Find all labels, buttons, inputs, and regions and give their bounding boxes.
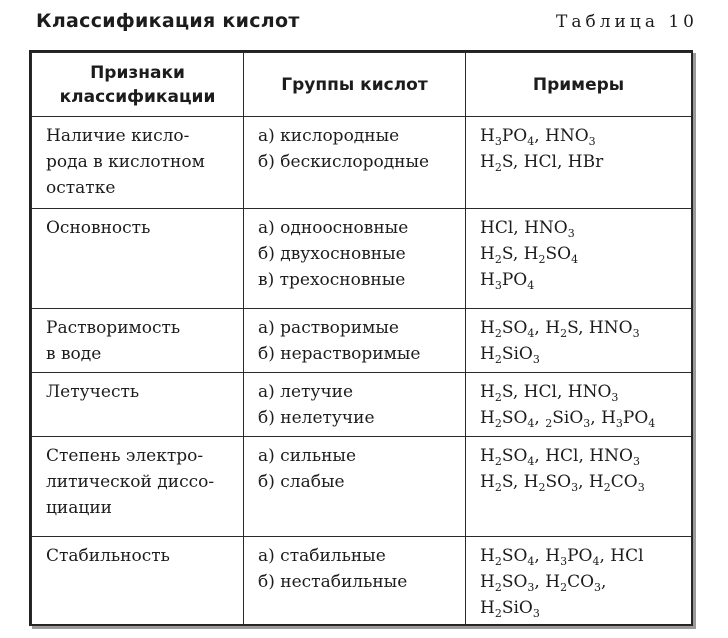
- group-text: а) кислородные: [258, 126, 400, 146]
- formula-text: , HCl: [599, 546, 644, 566]
- group-text: а) одноосновные: [258, 218, 409, 238]
- formula-subscript: 4: [592, 555, 600, 568]
- formula-subscript: 4: [571, 253, 579, 266]
- column-header-examples: [466, 53, 692, 117]
- examples-cell: [466, 209, 692, 309]
- formula-subscript: 3: [560, 555, 568, 568]
- formula-text: H: [480, 344, 495, 364]
- formula-subscript: 3: [532, 353, 540, 366]
- group-text: а) стабильные: [258, 546, 386, 566]
- formula-subscript: 3: [588, 135, 596, 148]
- formula-text: H: [480, 382, 495, 402]
- formula-text: SO: [501, 546, 528, 566]
- formula-text: CO: [610, 472, 638, 492]
- formula-subscript: 2: [538, 253, 546, 266]
- feature-text: Основность: [46, 218, 151, 238]
- formula-text: SO: [545, 472, 572, 492]
- examples-cell: [466, 537, 692, 626]
- group-text: б) нелетучие: [258, 408, 375, 428]
- formula-subscript: 2: [494, 161, 502, 174]
- formula-text: SO: [545, 244, 572, 264]
- formula-subscript: 2: [494, 455, 502, 468]
- table-row: [32, 117, 692, 209]
- formula-subscript: 2: [494, 417, 502, 430]
- group-text: в) трехосновные: [258, 270, 406, 290]
- feature-cell: [32, 117, 244, 209]
- formula-subscript: 4: [648, 417, 656, 430]
- group-text: а) сильные: [258, 446, 356, 466]
- formula-text: PO: [567, 546, 593, 566]
- column-header-text: Признаки классификации: [59, 62, 216, 107]
- formula-text: , HCl, HNO: [534, 446, 633, 466]
- formula-text: SiO: [501, 598, 533, 618]
- formula-subscript: 4: [527, 555, 535, 568]
- group-cell: [244, 209, 466, 309]
- formula-subscript: 3: [583, 417, 591, 430]
- formula-text: , H: [534, 318, 561, 338]
- formula-text: H: [480, 126, 495, 146]
- formula-subscript: 2: [494, 607, 502, 620]
- column-header-text: Группы кислот: [281, 74, 428, 95]
- feature-text: Летучесть: [46, 382, 140, 402]
- formula-text: S, H: [501, 244, 539, 264]
- formula-text: , H: [590, 408, 616, 428]
- formula-subscript: 2: [494, 327, 502, 340]
- formula-text: H: [480, 318, 495, 338]
- formula-line: [480, 569, 681, 595]
- formula-text: SO: [501, 408, 528, 428]
- column-header-text: Примеры: [532, 74, 625, 95]
- formula-line: [480, 149, 681, 175]
- formula-line: [480, 405, 681, 431]
- formula-subscript: 2: [494, 555, 502, 568]
- formula-text: H: [480, 152, 495, 172]
- group-text: а) растворимые: [258, 318, 399, 338]
- formula-text: , H: [534, 546, 561, 566]
- feature-cell: [32, 209, 244, 309]
- formula-text: SO: [501, 446, 528, 466]
- formula-text: SiO: [501, 344, 533, 364]
- formula-subscript: 3: [567, 227, 575, 240]
- formula-subscript: 4: [527, 135, 535, 148]
- table-row: [32, 437, 692, 537]
- formula-subscript: 4: [527, 279, 535, 292]
- formula-text: , H: [578, 472, 604, 492]
- formula-subscript: 4: [527, 455, 535, 468]
- feature-text: Наличие кисло-: [46, 126, 190, 146]
- page-title: Классификация кислот: [36, 10, 300, 32]
- formula-text: SiO: [552, 408, 584, 428]
- examples-cell: [466, 373, 692, 437]
- formula-line: [480, 241, 681, 267]
- feature-cell: [32, 537, 244, 626]
- group-cell: [244, 373, 466, 437]
- formula-subscript: 4: [527, 417, 535, 430]
- formula-subscript: 3: [494, 135, 502, 148]
- formula-subscript: 3: [527, 581, 535, 594]
- formula-line: [480, 341, 681, 367]
- group-cell: [244, 537, 466, 626]
- feature-cell: [32, 437, 244, 537]
- group-cell: [244, 437, 466, 537]
- formula-text: PO: [622, 408, 649, 428]
- feature-text: рода в кислотном: [46, 152, 205, 172]
- table-header-row: [32, 53, 692, 117]
- formula-text: H: [480, 244, 495, 264]
- formula-text: H: [480, 408, 495, 428]
- formula-subscript: 3: [532, 607, 540, 620]
- feature-text: Стабильность: [46, 546, 170, 566]
- formula-line: [480, 267, 681, 293]
- group-cell: [244, 117, 466, 209]
- group-text: б) бескислородные: [258, 152, 430, 172]
- formula-subscript: 2: [494, 253, 502, 266]
- formula-subscript: 3: [637, 481, 645, 494]
- formula-text: H: [480, 446, 495, 466]
- group-text: а) летучие: [258, 382, 354, 402]
- table-row: [32, 309, 692, 373]
- feature-text: в воде: [46, 344, 102, 364]
- formula-line: [480, 379, 681, 405]
- formula-subscript: 3: [494, 279, 502, 292]
- formula-line: [480, 543, 681, 569]
- table-row: [32, 209, 692, 309]
- formula-subscript: 2: [494, 391, 502, 404]
- formula-subscript: 2: [545, 417, 553, 430]
- formula-subscript: 2: [560, 581, 568, 594]
- table-row: [32, 537, 692, 626]
- formula-text: S, HCl, HBr: [501, 152, 604, 172]
- formula-text: CO: [567, 572, 595, 592]
- formula-line: [480, 215, 681, 241]
- formula-text: H: [480, 472, 495, 492]
- column-header-features: [32, 53, 244, 117]
- formula-subscript: 3: [571, 481, 579, 494]
- formula-text: H: [480, 598, 495, 618]
- table-number-label: Таблица 10: [556, 12, 698, 32]
- formula-text: H: [480, 572, 495, 592]
- formula-text: H: [480, 270, 495, 290]
- formula-text: , HNO: [534, 126, 589, 146]
- formula-text: HCl, HNO: [480, 218, 568, 238]
- formula-subscript: 4: [527, 327, 535, 340]
- formula-subscript: 3: [632, 455, 640, 468]
- feature-text: Растворимость: [46, 318, 181, 338]
- formula-text: PO: [501, 126, 528, 146]
- formula-line: [480, 315, 681, 341]
- formula-subscript: 2: [494, 353, 502, 366]
- formula-line: [480, 443, 681, 469]
- formula-text: H: [480, 546, 495, 566]
- examples-cell: [466, 117, 692, 209]
- examples-cell: [466, 309, 692, 373]
- formula-text: SO: [501, 572, 528, 592]
- feature-cell: [32, 309, 244, 373]
- formula-subscript: 2: [603, 481, 611, 494]
- group-text: б) нестабильные: [258, 572, 408, 592]
- formula-subscript: 2: [560, 327, 568, 340]
- formula-line: [480, 123, 681, 149]
- formula-text: S, H: [501, 472, 539, 492]
- table-row: [32, 373, 692, 437]
- group-text: б) двухосновные: [258, 244, 406, 264]
- formula-subscript: 3: [632, 327, 640, 340]
- formula-text: ,: [534, 408, 546, 428]
- feature-text: остатке: [46, 178, 116, 198]
- formula-line: [480, 469, 681, 495]
- feature-text: циации: [46, 498, 112, 518]
- formula-subscript: 2: [494, 481, 502, 494]
- column-header-groups: [244, 53, 466, 117]
- group-cell: [244, 309, 466, 373]
- formula-text: , H: [534, 572, 561, 592]
- formula-line: [480, 595, 681, 621]
- formula-subscript: 3: [615, 417, 623, 430]
- group-text: б) слабые: [258, 472, 345, 492]
- feature-cell: [32, 373, 244, 437]
- formula-text: SO: [501, 318, 528, 338]
- formula-subscript: 2: [494, 581, 502, 594]
- formula-subscript: 3: [594, 581, 602, 594]
- formula-text: S, HNO: [567, 318, 633, 338]
- formula-text: PO: [501, 270, 528, 290]
- feature-text: литической диссо-: [46, 472, 215, 492]
- group-text: б) нерастворимые: [258, 344, 421, 364]
- examples-cell: [466, 437, 692, 537]
- formula-text: ,: [601, 572, 607, 592]
- feature-text: Степень электро-: [46, 446, 204, 466]
- formula-subscript: 3: [611, 391, 619, 404]
- classification-table: [29, 50, 693, 626]
- formula-subscript: 2: [538, 481, 546, 494]
- formula-text: S, HCl, HNO: [501, 382, 612, 402]
